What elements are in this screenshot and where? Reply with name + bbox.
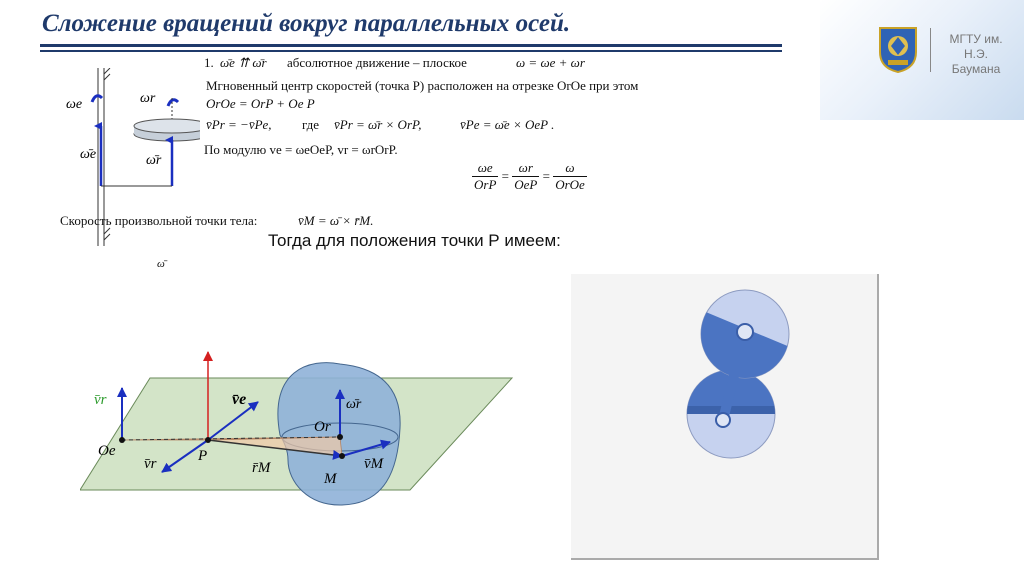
university-line-2: Н.Э.: [964, 47, 988, 61]
icv-description: Мгновенный центр скоростей (точка P) расположен на отрезке OrOe при этом: [206, 78, 639, 93]
ratio-denominator-2: OeP: [514, 177, 538, 192]
velocity-e-definition: v̄Pe = ω̄e × OeP .: [460, 117, 555, 132]
pivot-lower: [716, 413, 730, 427]
animation-view: [571, 274, 877, 558]
velocity-e-label: v̄e: [232, 391, 247, 408]
university-crest-icon: [876, 24, 920, 74]
velocity-r-label: v̄r: [144, 456, 157, 472]
ratio-fraction-1: [472, 160, 498, 193]
velocity-equation: v̄Pr = −v̄Pe,: [206, 117, 272, 132]
equals-sign: =: [501, 168, 509, 184]
ratio-equation: [472, 160, 587, 193]
point-or: [337, 434, 343, 440]
p-label: P: [198, 448, 208, 464]
university-line-3: Баумана: [951, 62, 1001, 76]
omega-r-label: ω̄r: [346, 397, 362, 412]
ratio-fraction-2: [512, 160, 539, 193]
omega-bar-label: ω̄: [157, 258, 165, 270]
ratio-numerator-2: ωr: [512, 160, 539, 177]
university-line-1: МГТУ им.: [949, 32, 1003, 46]
ratio-numerator-1: ωe: [472, 160, 498, 177]
ratio-fraction-3: [553, 160, 587, 193]
ratio-denominator-1: OrP: [474, 177, 497, 192]
arbitrary-point-text: Скорость произвольной точки тела:: [60, 213, 258, 228]
oe-label: Oe: [98, 443, 116, 459]
velocity-r-definition: v̄Pr = ω̄r × OrP,: [334, 117, 422, 132]
item-1-equation: ω = ωe + ωr: [516, 55, 585, 70]
university-name: [936, 32, 1016, 77]
modulus-equation: По модулю ve = ωeOeP, vr = ωrOrP.: [204, 142, 398, 157]
crest-divider: [930, 28, 931, 72]
item-1-text: абсолютное движение – плоское: [287, 55, 467, 70]
title-underline: [40, 44, 782, 47]
or-label: Or: [314, 419, 331, 435]
m-label: M: [324, 471, 337, 487]
equals-sign: =: [542, 168, 550, 184]
item-1-relation: ω̄e ⇈ ω̄r: [220, 55, 267, 70]
rotation-e-icon: [92, 96, 102, 102]
omega-r-label: ωr: [140, 91, 156, 106]
top-schematic: [60, 68, 200, 250]
pivot-upper: [737, 324, 753, 340]
omega-r-vector-label: ω̄r: [146, 153, 162, 168]
slide-title: Сложение вращений вокруг параллельных осей.: [42, 10, 571, 37]
omega-e-vector-label: ω̄e: [80, 147, 97, 162]
velocity-m-label: v̄M: [364, 456, 384, 472]
disc-top: [134, 119, 200, 133]
ratio-denominator-3: OrOe: [555, 177, 585, 192]
velocity-r-green-label: v̄r: [94, 392, 107, 408]
where-word: где: [302, 117, 320, 132]
omega-e-label: ωe: [66, 97, 83, 112]
main-diagram: [80, 330, 540, 530]
radius-m-label: r̄M: [252, 460, 271, 476]
point-p: [205, 437, 211, 443]
then-text: Тогда для положения точки Р имеем:: [268, 231, 561, 250]
arbitrary-point-equation: v̄M = ω̄ × r̄M.: [298, 213, 374, 228]
ratio-numerator-3: ω: [553, 160, 587, 177]
title-underline-thin: [40, 50, 782, 52]
segment-equation: OrOe = OrP + Oe P: [206, 96, 315, 111]
rotation-r-icon: [168, 100, 178, 106]
item-1-number: 1.: [204, 55, 214, 70]
point-oe: [119, 437, 125, 443]
point-m: [339, 453, 345, 459]
